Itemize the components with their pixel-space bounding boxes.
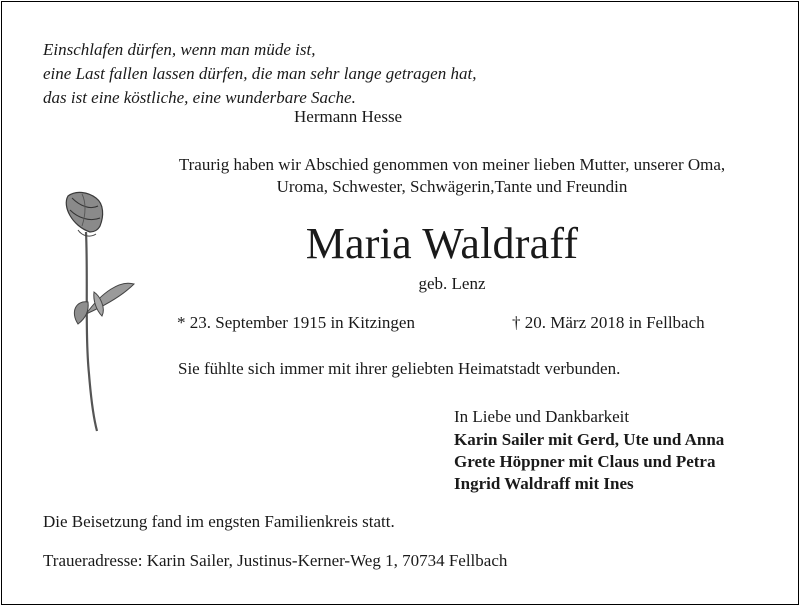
intro-line-2: Uroma, Schwester, Schwägerin,Tante und Freundin: [276, 177, 628, 196]
quote-line-1: Einschlafen dürfen, wenn man müde ist,: [43, 40, 316, 59]
rose-icon: [42, 184, 142, 434]
quote-line-3: das ist eine köstliche, eine wunderbare Sache.: [43, 88, 356, 107]
intro-line-1: Traurig haben wir Abschied genommen von meiner lieben Mutter, unserer Oma,: [178, 155, 726, 174]
mourning-address: Traueradresse: Karin Sailer, Justinus-Kerner-Weg 1, 70734 Fellbach: [43, 551, 508, 570]
maiden-name: geb. Lenz: [418, 274, 486, 293]
mourners-heading: In Liebe und Dankbarkeit: [454, 407, 630, 426]
mourner-line: Ingrid Waldraff mit Ines: [454, 474, 634, 493]
mourner-line: Grete Höppner mit Claus und Petra: [454, 452, 716, 471]
quote-author: Hermann Hesse: [294, 107, 403, 126]
funeral-note: Die Beisetzung fand im engsten Familienkreis statt.: [43, 512, 395, 531]
obituary-card: [1, 1, 799, 605]
deceased-name: Maria Waldraff: [305, 219, 579, 268]
quote-line-2: eine Last fallen lassen dürfen, die man sehr lange getragen hat,: [43, 64, 477, 83]
mourner-line: Karin Sailer mit Gerd, Ute und Anna: [454, 430, 725, 449]
birth-date: * 23. September 1915 in Kitzingen: [177, 313, 415, 332]
death-date: † 20. März 2018 in Fellbach: [512, 313, 705, 332]
tribute-text: Sie fühlte sich immer mit ihrer geliebten Heimatstadt verbunden.: [178, 359, 621, 378]
